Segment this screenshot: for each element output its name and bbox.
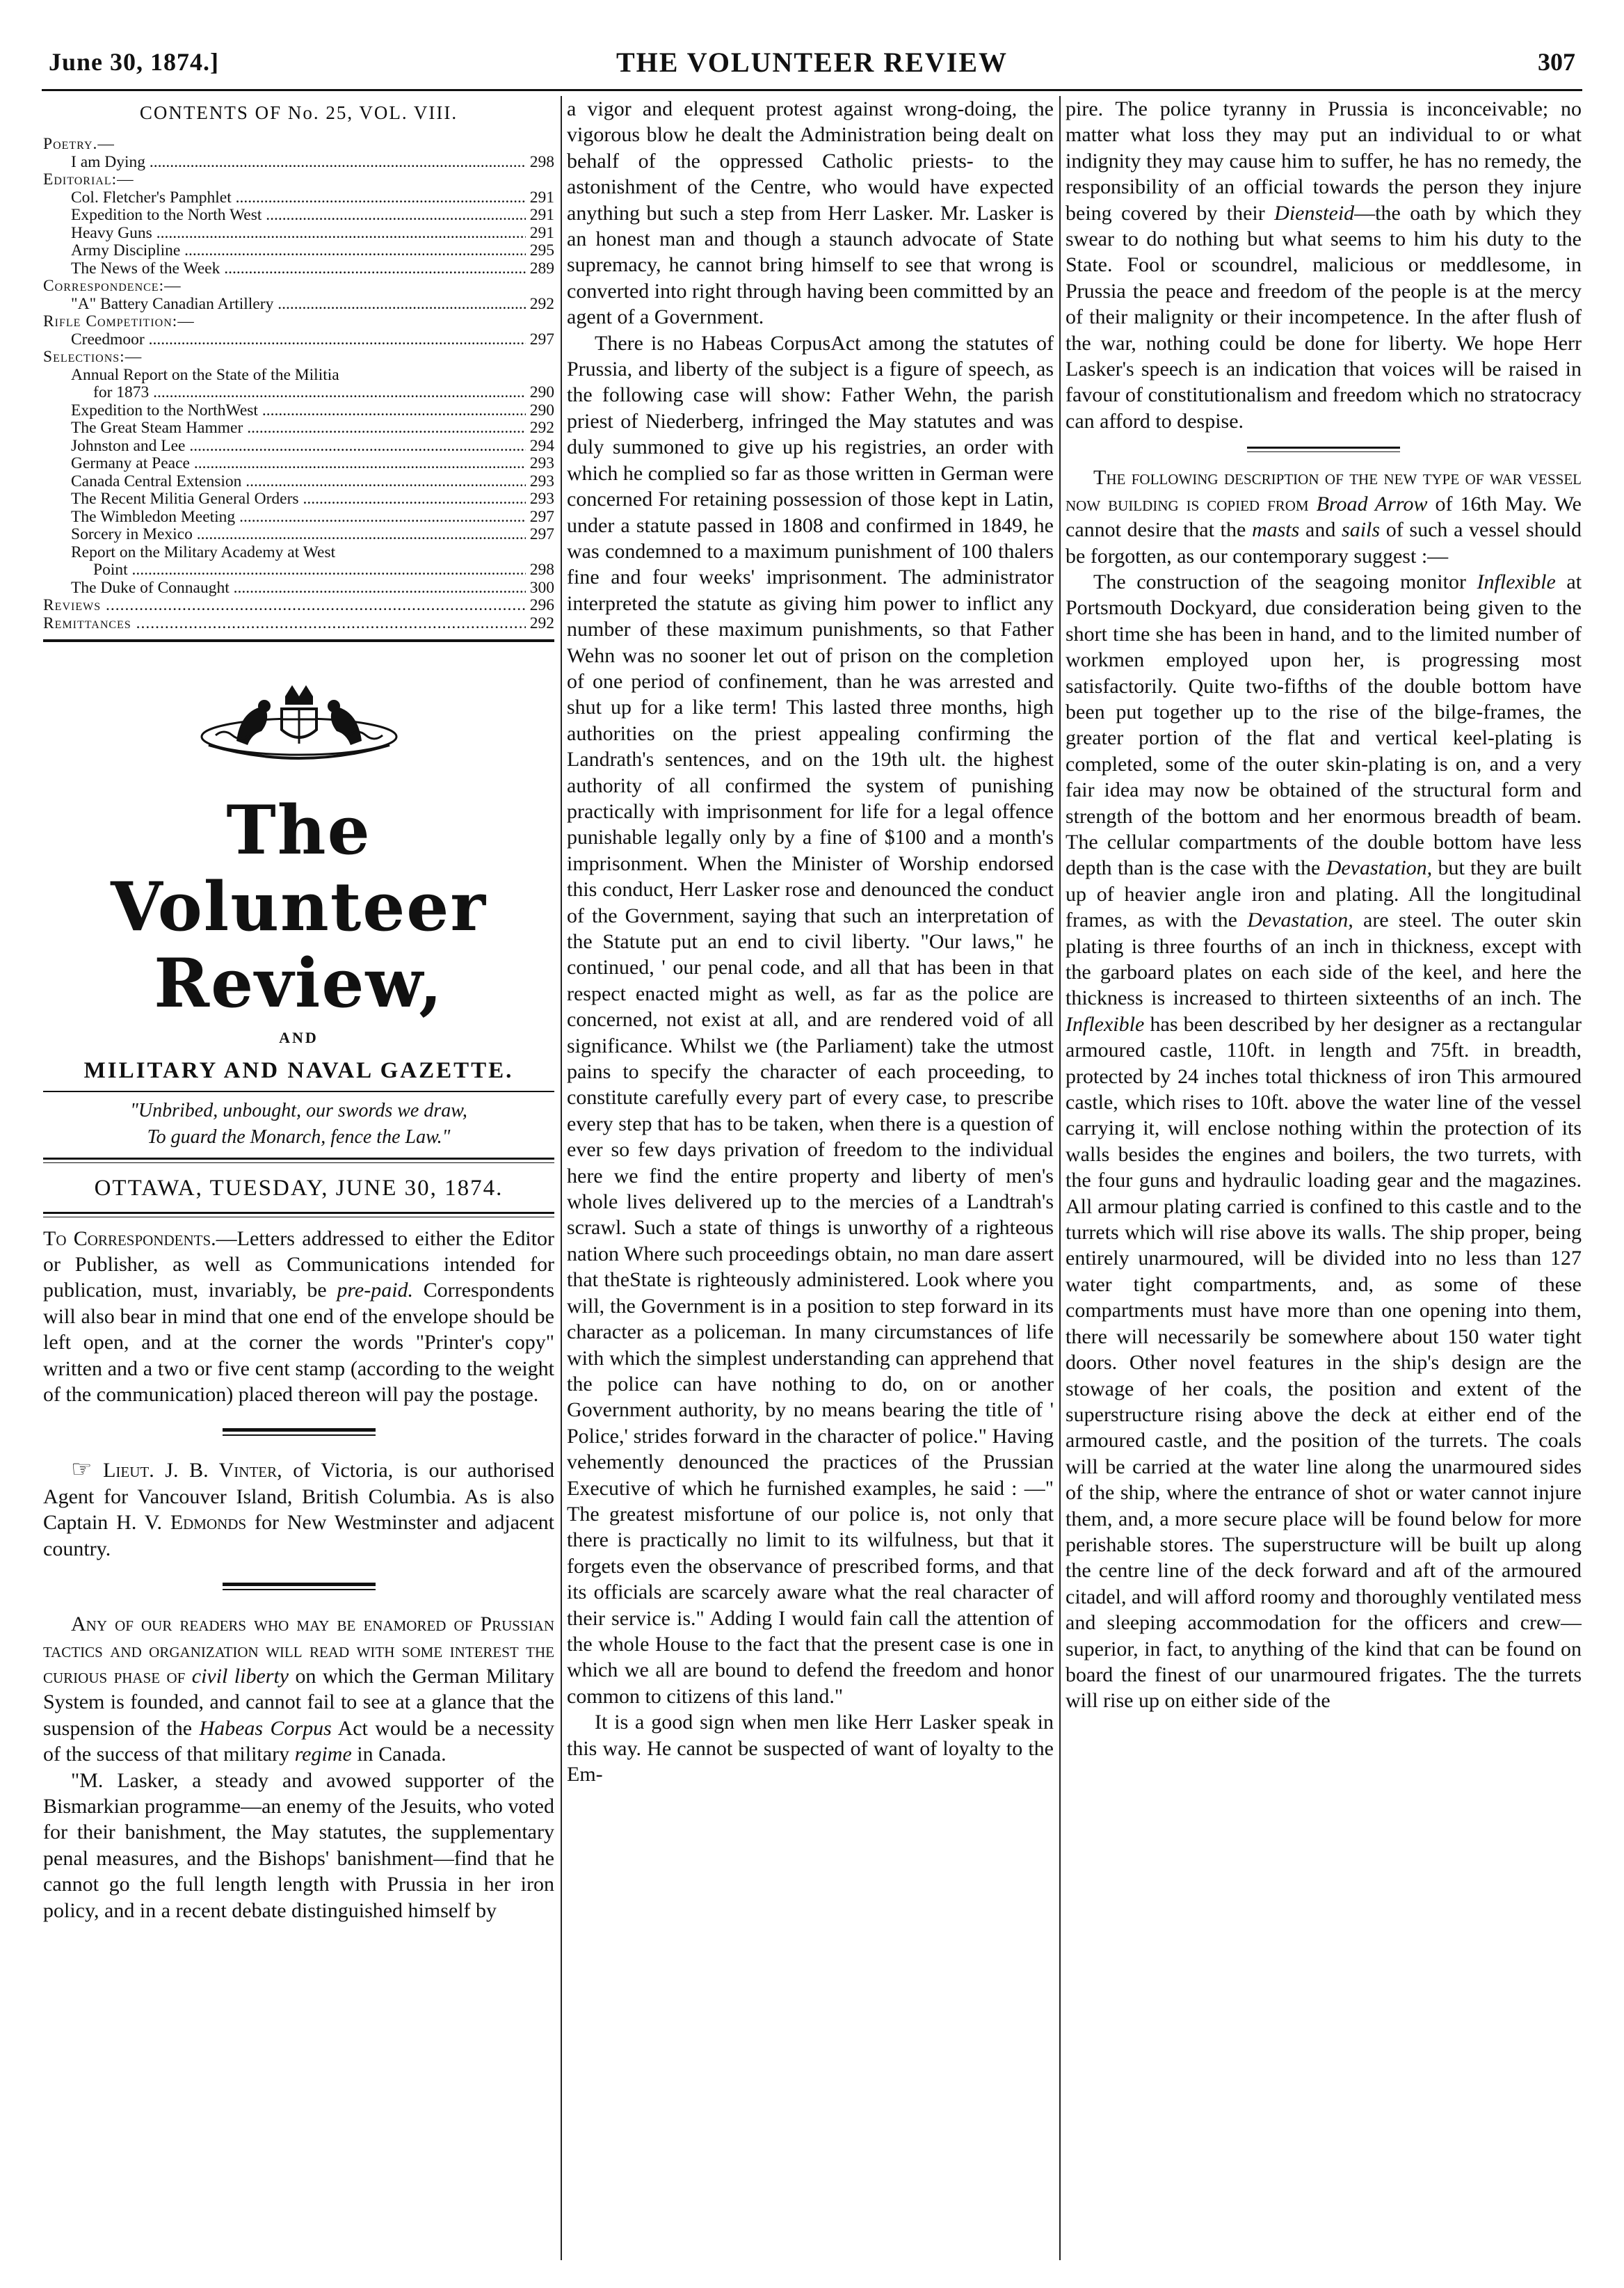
article-text: but they are built up of heavier angle iron and plating. All the longitudinal frames, as with the xyxy=(1066,856,1582,932)
article-text: Act would be a necessity of the success of that military xyxy=(43,1716,554,1766)
article-paragraph xyxy=(1066,96,1582,434)
contents-entry xyxy=(43,579,554,598)
contents-page-number: 293 xyxy=(529,454,554,473)
article-emphasis: regime xyxy=(294,1743,352,1766)
notice-agents xyxy=(43,1457,554,1562)
masthead-subtitle: MILITARY AND NAVAL GAZETTE. xyxy=(83,1057,514,1083)
rule xyxy=(223,1428,376,1436)
column-rule xyxy=(1059,96,1061,2260)
contents-page-number: 296 xyxy=(529,596,554,615)
contents-entry xyxy=(43,544,554,562)
contents-page-number: 297 xyxy=(529,525,554,544)
contents-page-number: 289 xyxy=(529,259,554,278)
contents-entry-title: The Wimbledon Meeting ..... xyxy=(71,509,526,527)
column-2 xyxy=(567,96,1054,2274)
article-text: Any of our readers who may be enamored of Prussian tactics and organization will read with some interest the curious phase of xyxy=(43,1613,554,1688)
contents-page-number: 300 xyxy=(529,578,554,597)
article-paragraph: It is a good sign when men like Herr Lasker speak in this way. He cannot be suspected of want of loyalty to the Em- xyxy=(567,1711,1054,1786)
contents-section: Selections:— xyxy=(43,348,143,367)
contents-entry xyxy=(43,455,554,473)
contents-entry-title: Annual Report on the State of the Militia xyxy=(71,365,339,384)
agent-name: Edmonds xyxy=(170,1511,247,1535)
notice-text: —Letters addressed to either the Editor or Publisher, as well as Communications intended for publication, must, invariably, be xyxy=(43,1226,554,1302)
contents-section-label: Remittances ..... xyxy=(43,615,526,633)
contents-page-number: 291 xyxy=(529,206,554,225)
contents-page-number: 291 xyxy=(529,188,554,207)
running-head xyxy=(42,40,1582,77)
contents-entry xyxy=(43,526,554,544)
contents-entry-title: Heavy Guns ..... xyxy=(71,225,526,243)
article-paragraph: There is no Habeas CorpusAct among the statutes of Prussia, and liberty of the subject is a figure of speech, as the following case will show: Father Wehn, the parish priest of Niederberg, infringed the May statutes and was duly summoned to give up his registries, an order with which he complied so far as those written in German were concerned For retaining possession of those kept in Latin, under a statute passed in 1808 and confirmed in 1849, he was condemned to a maximum punishment of 100 thalers fine and four weeks' imprisonment. The administrator interpreted the statute as giving him power to inflict any number of these maximum punishments, so that Father Wehn was no sooner let out of prison on the completion of one period of confinement, than he was arrested and shut up for a like term! This lasted three months, high authorities on the priest appealing confirming the Landrath's sentences, and on the 19th ult. the highest authority of all confirmed the system of punishing practically with imprisonment for life for a legal offence punishable legally only by a fine of $100 and a month's imprisonment. When the Minister of Worship endorsed this conduct, Herr Lasker rose and denounced the conduct of the Government, saying that such an interpretation of the Statute put an end to civil liberty. "Our laws," he continued, ' our penal code, and all that has been in that respect enacted might as well, as far as the police are concerned, not exist at all, and are rendered void of all significance. Whilst we (the Parliament) take the utmost pains to specify the character of each proceeding, to constitute carefully every part of every case, to prescribe every step that has to be taken, when there is a question of ever so few days privation of freedom to the individual here we find the entire property and liberty of men's whole lives delivered up to the mercies of a Landtrah's scrawl. Such a state of things is unworthy of a righteous nation Where such proceedings obtain, no man dare assert that theState is righteously administered. Look where you will, the Government is in a position to step forward in its character as a policeman. In many circumstances of life with which the simplest understanding can apprehend that the police can have nothing to do, on or another Government authority, by no means bearing the title of ' Police,' strides forward in the character of police." Having vehemently denounced the practices of the Prussian Executive of which he furnished examples, he said : —" The greatest misfortune of our police is, not only that there is practically no limit to its wilfulness, but that it forgets even the observance of prescribed forms, and that its officials are scarcely aware what the real character of their service is." Adding I would fain call the attention of the whole House to the fact that the present case is one in which we all are bound to defend the freedom and honor common to citizens of this land." xyxy=(567,331,1054,1708)
notice-text: of Victoria, is our authorised Agent for Vancouver Island, British Columbia. As is also Captain H. V. xyxy=(43,1459,554,1535)
article-text: The following description of the new type of war vessel now building is copied from xyxy=(1066,466,1582,515)
contents-entry-title: for 1873 ..... xyxy=(93,384,526,402)
article-paragraph: a vigor and elequent protest against wrong-doing, the vigorous blow he dealt the Administration being dealt on behalf of the oppressed Catholic priests- to the astonishment of the Centre, who would have expected anything but such a step from Herr Lasker. Mr. Lasker is an honest man and though a staunch advocate of State supremacy, he cannot bring himself to see that wrong is converted into right through having been committed by an agent of a Government. xyxy=(567,97,1054,329)
contents-page-number: 298 xyxy=(529,152,554,171)
contents-section: Poetry.— xyxy=(43,135,115,154)
article-emphasis: Broad Arrow xyxy=(1316,492,1428,515)
article-text: at Portsmouth Dockyard, due consideration being given to the short time she has been in hand, and to the limited number of workmen employed upon her, is progressing most satisfactorily. Quite two-fifths of the double bottom have been put together up to the rise of the bilge-frames, the greater portion of the flat and vertical keel-plating is completed, some of the outer skin-plating is on, and a very fair idea may now be obtained of the structural form and strength of the bottom and her enormous breadth of beam. The cellular compartments of the double bottom have less depth than is the case with the xyxy=(1066,570,1582,880)
article-text: and xyxy=(1305,518,1336,542)
contents-entry-title: The Duke of Connaught ..... xyxy=(71,579,526,598)
contents-entry-title: Germany at Peace ..... xyxy=(71,455,526,473)
contents-entry xyxy=(43,384,554,402)
contents-entry xyxy=(43,189,554,207)
article-text: —the oath by which they swear to do nothing but what seems to him his duty to the State. Fool or scoundrel, malicious or meddlesome, in Prussia the peace and freedom of the people is at the mercy of their malignity or their incompetence. In the after flush of the war, nothing could be done for liberty. We hope Herr Lasker's speech is an indication that voices will be raised in favour of constitutionalism and freedom which no stratocracy can afford to despise. xyxy=(1066,201,1582,433)
contents-entry xyxy=(43,154,554,172)
contents-page-number: 291 xyxy=(529,223,554,242)
contents-section xyxy=(43,615,554,633)
contents-page-number: 297 xyxy=(529,330,554,349)
rule xyxy=(43,1158,554,1163)
dateline: OTTAWA, TUESDAY, JUNE 30, 1874. xyxy=(94,1176,504,1201)
table-of-contents xyxy=(43,136,554,632)
contents-section: Editorial:— xyxy=(43,170,134,189)
contents-section xyxy=(43,597,554,615)
article-emphasis: Inflexible xyxy=(1066,1012,1145,1036)
rule xyxy=(43,1091,554,1092)
contents-page-number: 290 xyxy=(529,401,554,419)
contents-entry-title: Col. Fletcher's Pamphlet ..... xyxy=(71,189,526,207)
article-text: in Canada. xyxy=(357,1743,447,1766)
contents-entry-title: "A" Battery Canadian Artillery ..... xyxy=(71,296,526,314)
article-emphasis: civil liberty xyxy=(191,1664,289,1688)
masthead-and: AND xyxy=(279,1029,319,1047)
contents-page-number xyxy=(550,544,554,562)
contents-entry xyxy=(43,296,554,314)
contents-entry-title: Sorcery in Mexico ..... xyxy=(71,526,526,544)
contents-entry xyxy=(43,490,554,509)
contents-entry-title: Creedmoor ..... xyxy=(71,331,526,349)
contents-entry-title: Point ..... xyxy=(93,561,526,579)
contents-entry xyxy=(43,509,554,527)
article-emphasis: masts xyxy=(1251,518,1300,542)
rule xyxy=(223,1583,376,1590)
contents-section-label: Reviews ..... xyxy=(43,597,526,615)
contents-entry-title: The Great Steam Hammer ..... xyxy=(71,419,526,438)
motto-line-1: "Unbribed, unbought, our swords we draw, xyxy=(130,1100,467,1122)
contents-page-number: 292 xyxy=(529,614,554,632)
rule xyxy=(1247,447,1400,452)
motto-line-2: To guard the Monarch, fence the Law." xyxy=(147,1126,451,1149)
column-rule xyxy=(561,96,562,2260)
contents-entry-title: Army Discipline ..... xyxy=(71,242,526,260)
notice-lead: To Correspondents. xyxy=(43,1226,216,1250)
contents-section: Rifle Competition:— xyxy=(43,312,195,331)
notice-text: Correspondents will also bear in mind that one end of the envelope should be left open, and at the corner the words "Printer's copy" written and a two or five cent stamp (according to the weight of the communication) placed thereon will pay the postage. xyxy=(43,1279,554,1407)
contents-page-number: 292 xyxy=(529,419,554,438)
article-paragraph: "M. Lasker, a steady and avowed supporter of the Bismarkian programme—an enemy of the Jesuits, who voted for their banishment, the May statutes, the supplementary penal measures, and the Bishops' banishment—find that he cannot go the full length length with Prussia in her iron policy, and in a recent debate distinguished himself by xyxy=(43,1768,554,1922)
article-text: are steel. The outer skin plating is three fourths of an inch in thickness, except with the garboard plates on each side of the keel, and here the thickness is increased to thirteen sixteenths of an inch. The xyxy=(1066,909,1582,1010)
contents-entry xyxy=(43,242,554,260)
article-emphasis: Diensteid xyxy=(1274,201,1355,225)
contents-entry-title: Canada Central Extension ..... xyxy=(71,473,526,491)
page-number: 307 xyxy=(1538,48,1575,76)
rule xyxy=(43,639,554,642)
royal-crest-emblem xyxy=(195,681,403,771)
contents-entry xyxy=(43,331,554,349)
contents-entry xyxy=(43,402,554,420)
contents-page-number: 298 xyxy=(529,561,554,579)
contents-page-number: 290 xyxy=(529,383,554,402)
contents-entry-title: The News of the Week ..... xyxy=(71,260,526,278)
contents-entry xyxy=(43,260,554,278)
masthead-title: The Volunteer Review, xyxy=(111,791,487,1023)
contents-page-number: 297 xyxy=(529,507,554,526)
contents-entry xyxy=(43,438,554,456)
rule xyxy=(43,1212,554,1217)
column-1 xyxy=(43,96,554,2274)
contents-entry-title: Report on the Military Academy at West xyxy=(71,543,336,561)
article-text: of such a vessel should be forgotten, as our contemporary suggest :— xyxy=(1066,518,1582,568)
contents-page-number: 294 xyxy=(529,436,554,455)
issue-date: June 30, 1874.] xyxy=(49,48,220,76)
paper-title: THE VOLUNTEER REVIEW xyxy=(616,47,1008,78)
contents-entry xyxy=(43,561,554,579)
article-emphasis: Inflexible xyxy=(1477,570,1556,593)
article-emphasis: sails xyxy=(1342,518,1381,542)
contents-entry xyxy=(43,419,554,438)
contents-entry-title: Johnston and Lee ..... xyxy=(71,438,526,456)
contents-entry-title: I am Dying ..... xyxy=(71,154,526,172)
column-3 xyxy=(1066,96,1582,2274)
agent-name: Lieut. J. B. Vinter, xyxy=(103,1459,282,1482)
article-paragraph xyxy=(43,1611,554,1767)
notice-text: for New Westminster and adjacent country. xyxy=(43,1511,554,1560)
notice-emphasis: pre-paid. xyxy=(337,1279,414,1302)
contents-page-number: 295 xyxy=(529,241,554,260)
contents-section: Correspondence:— xyxy=(43,277,182,296)
contents-entry xyxy=(43,207,554,225)
contents-entry-title: Expedition to the NorthWest ..... xyxy=(71,402,526,420)
article-paragraph xyxy=(1066,569,1582,1714)
notice-correspondents xyxy=(43,1226,554,1408)
header-rule xyxy=(42,89,1582,91)
contents-page-number xyxy=(550,367,554,385)
contents-entry-title: The Recent Militia General Orders ..... xyxy=(71,490,526,509)
article-paragraph xyxy=(1066,465,1582,569)
article-text: on which the German Military System is founded, and cannot fail to see at a glance that the suspension of the xyxy=(43,1664,554,1740)
article-text: pire. The police tyranny in Prussia is inconceivable; no matter what loss they may put an individual to or what indignity they may cause him to suffer, he has no remedy, the responsibility of an official towards the person they injure being covered by their xyxy=(1066,97,1582,225)
article-text: has been described by her designer as a rectangular armoured castle, 110ft. in length and 75ft. in breadth, protected by 24 inches total thickness of iron This armoured castle, which rises to 10ft. above the water line of the vessel carrying it, will enclose nothing within the protection of its walls besides the engines and boilers, the two turrets, with the four guns and hydraulic loading gear and the magazines. All armour plating carried is confined to this castle and to the turrets which will rise above its walls. The ship proper, being entirely unarmoured, will be divided into no less than 127 water tight compartments, and, as some of these compartments must have more than one opening into them, there will necessarily be somewhere about 150 water tight doors. Other novel features in the ship's design are the stowage of her coals, the position and extent of the superstructure rising above the deck at either end of the armoured castle, and the position of the turrets. The coals will be carried at the water line along the unarmoured sides of the ship, where the entrance of shot or water cannot injure them, and, a more secure place will be found below for more perishable stores. The superstructure will be built up along the centre line of the deck forward and aft of the armoured citadel, and will afford roomy and thoroughly ventilated mess and sleeping accommodation for the officers and crew—superior, in fact, to anything of the kind that can be found on board the finest of our unarmoured frigates. The the turrets will rise up on either side of the xyxy=(1066,1012,1582,1713)
pointing-hand-icon: ☞ xyxy=(71,1457,93,1483)
article-emphasis: Devastation, xyxy=(1247,909,1353,932)
contents-page-number: 292 xyxy=(529,294,554,313)
article-emphasis: Habeas Corpus xyxy=(199,1716,332,1740)
contents-entry xyxy=(43,367,554,385)
contents-entry-title: Expedition to the North West ..... xyxy=(71,207,526,225)
contents-entry xyxy=(43,473,554,491)
article-emphasis: Devastation, xyxy=(1326,856,1433,880)
article-text: of 16th May. We cannot desire that the xyxy=(1066,492,1582,542)
article-text: The construction of the seagoing monitor xyxy=(1093,570,1466,593)
contents-title: CONTENTS OF No. 25, VOL. VIII. xyxy=(139,102,458,123)
contents-page-number: 293 xyxy=(529,490,554,509)
contents-entry xyxy=(43,225,554,243)
contents-page-number: 293 xyxy=(529,472,554,490)
